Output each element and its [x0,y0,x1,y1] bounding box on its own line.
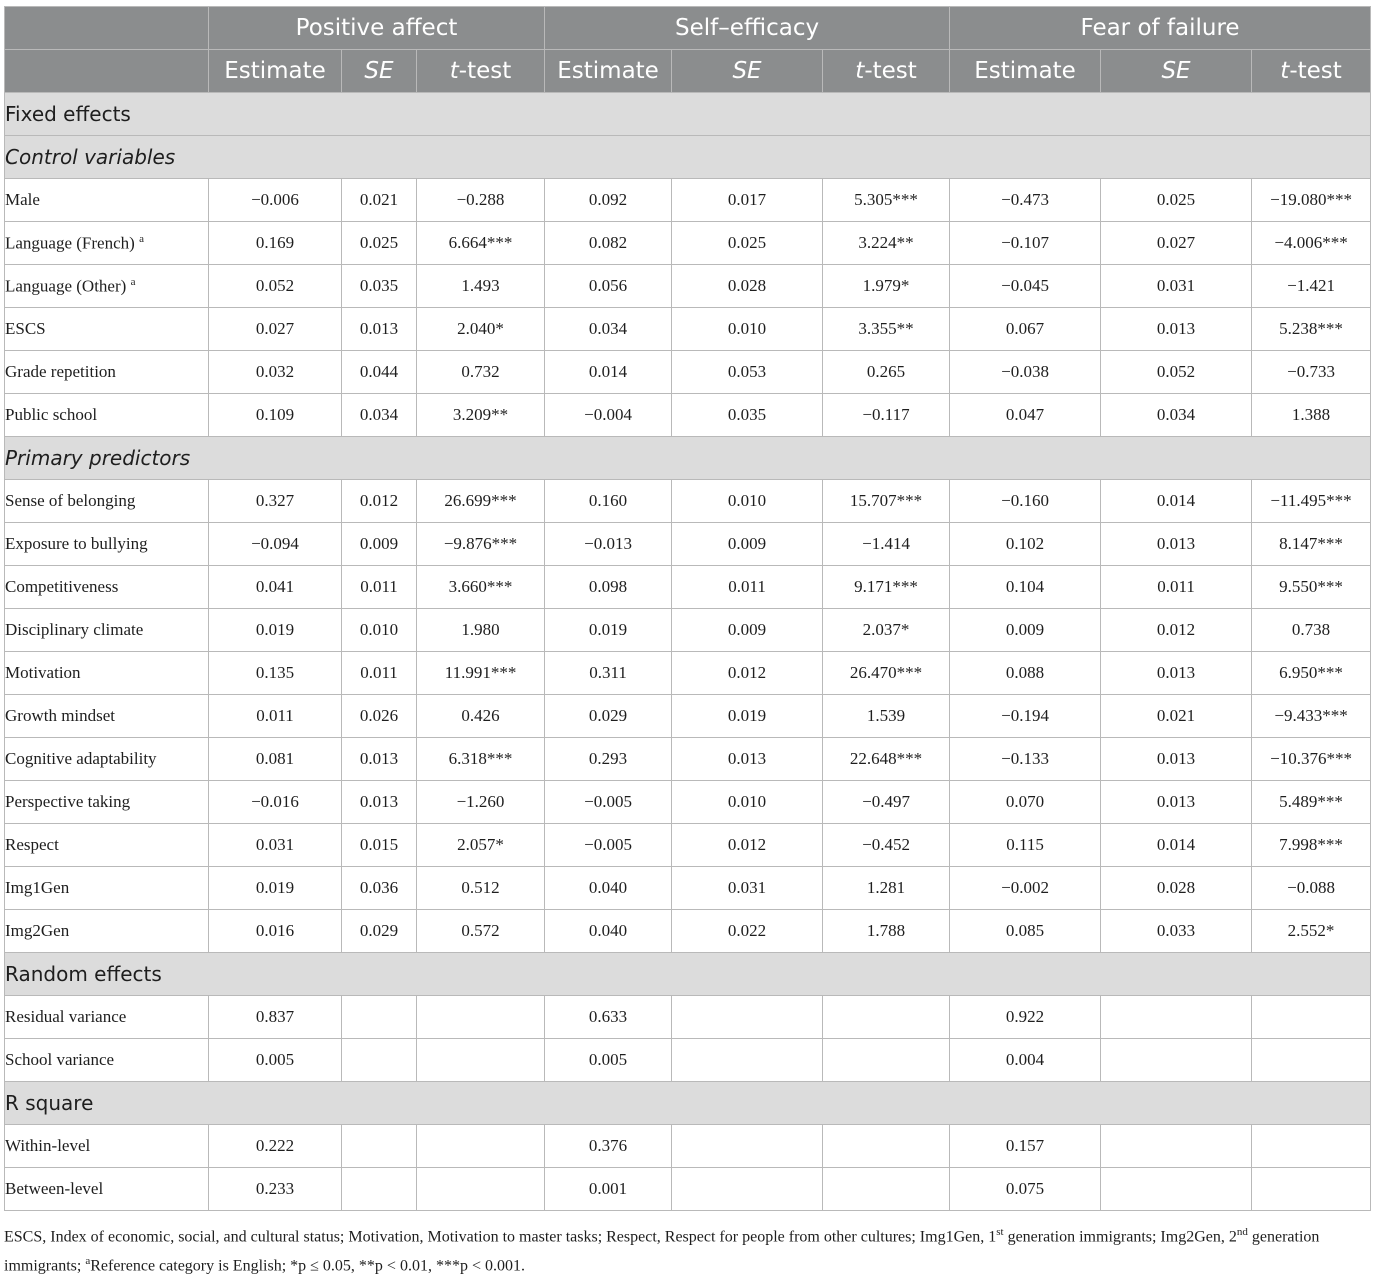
table-cell: 0.067 [950,308,1101,351]
table-cell [417,996,545,1039]
row-label-text: Language (Other) [5,276,127,296]
table-cell: −0.733 [1252,351,1371,394]
table-cell: 2.057* [417,824,545,867]
table-body [5,93,1371,1211]
table-cell: 0.036 [342,867,417,910]
table-cell: 0.013 [1101,738,1252,781]
table-row [5,566,1371,609]
row-label [5,566,209,609]
ttest-t: t [1280,58,1290,84]
table-cell: 6.664*** [417,222,545,265]
table-cell: 0.572 [417,910,545,953]
table-cell: 0.169 [209,222,342,265]
table-row [5,609,1371,652]
col-header-ttest-fear-of-failure [1252,50,1371,93]
table-cell [823,996,950,1039]
row-label-text: Respect [5,835,59,854]
table-row [5,265,1371,308]
row-label [5,1125,209,1168]
table-cell: 0.021 [1101,695,1252,738]
table-cell: −19.080*** [1252,179,1371,222]
table-cell [1101,1125,1252,1168]
table-cell: −0.288 [417,179,545,222]
table-cell: 0.005 [209,1039,342,1082]
table-cell: −0.133 [950,738,1101,781]
table-cell: 0.052 [209,265,342,308]
table-cell: 2.552* [1252,910,1371,953]
table-cell: 0.160 [545,480,672,523]
table-cell: 0.040 [545,867,672,910]
row-label-text: Growth mindset [5,706,116,725]
col-header-estimate-fear-of-failure: Estimate [950,50,1101,93]
table-cell [417,1039,545,1082]
row-label-text: Language (French) [5,233,135,253]
table-cell: 0.157 [950,1125,1101,1168]
table-cell: 0.102 [950,523,1101,566]
table-cell [823,1039,950,1082]
table-cell: 0.115 [950,824,1101,867]
table-cell: 0.041 [209,566,342,609]
table-cell: 0.088 [950,652,1101,695]
table-cell: −0.045 [950,265,1101,308]
table-cell: −0.194 [950,695,1101,738]
table-cell: 0.025 [1101,179,1252,222]
table-cell: 2.037* [823,609,950,652]
table-cell [1252,1125,1371,1168]
table-cell: 0.293 [545,738,672,781]
table-cell: 3.355** [823,308,950,351]
table-cell: 0.732 [417,351,545,394]
table-cell: 0.044 [342,351,417,394]
table-cell: −1.260 [417,781,545,824]
table-row [5,652,1371,695]
table-cell: 0.010 [672,781,823,824]
group-header-fear-of-failure: Fear of failure [950,7,1371,50]
table-cell: −0.004 [545,394,672,437]
table-cell: 6.318*** [417,738,545,781]
table-cell [1101,996,1252,1039]
table-cell: 0.005 [545,1039,672,1082]
table-cell: 0.327 [209,480,342,523]
section-title: Fixed effects [5,93,1371,136]
table-cell: 0.135 [209,652,342,695]
ttest-rest: -test [458,58,512,84]
table-cell: 0.082 [545,222,672,265]
table-cell: 1.493 [417,265,545,308]
table-cell: 1.539 [823,695,950,738]
table-row [5,480,1371,523]
table-cell: −0.452 [823,824,950,867]
footnote-marker: a [130,275,136,288]
table-cell [1252,996,1371,1039]
row-label [5,652,209,695]
table-cell: 0.092 [545,179,672,222]
row-label-text: Within-level [5,1136,91,1155]
table-cell [823,1168,950,1211]
row-label [5,824,209,867]
table-cell: 26.699*** [417,480,545,523]
row-label [5,867,209,910]
table-cell [1101,1168,1252,1211]
table-cell: −0.117 [823,394,950,437]
table-cell: 0.021 [342,179,417,222]
row-label [5,308,209,351]
table-cell: −0.497 [823,781,950,824]
table-cell: −0.016 [209,781,342,824]
table-cell: 0.376 [545,1125,672,1168]
group-header-positive-affect: Positive affect [209,7,545,50]
table-row [5,351,1371,394]
col-header-estimate-positive-affect: Estimate [209,50,342,93]
row-label [5,695,209,738]
table-cell: 0.222 [209,1125,342,1168]
row-label [5,738,209,781]
section-title: R square [5,1082,1371,1125]
table-cell: 1.980 [417,609,545,652]
table-cell: 7.998*** [1252,824,1371,867]
table-cell: 0.019 [672,695,823,738]
table-cell: 0.022 [672,910,823,953]
table-cell: −9.433*** [1252,695,1371,738]
table-cell: 0.009 [672,523,823,566]
table-cell: 0.014 [1101,480,1252,523]
regression-table [4,6,1371,1211]
table-cell: 0.031 [672,867,823,910]
table-cell: 0.012 [342,480,417,523]
table-cell: 0.034 [342,394,417,437]
col-header-ttest-self-efficacy [823,50,950,93]
table-row [5,781,1371,824]
table-cell: −0.006 [209,179,342,222]
table-cell: 0.019 [209,867,342,910]
row-label [5,609,209,652]
table-cell: 0.012 [1101,609,1252,652]
ttest-rest: -test [864,58,917,84]
table-cell: 0.512 [417,867,545,910]
table-row [5,523,1371,566]
table-cell: 1.788 [823,910,950,953]
table-cell: 0.010 [342,609,417,652]
table-cell: 0.013 [1101,652,1252,695]
table-cell: 5.305*** [823,179,950,222]
table-cell: 22.648*** [823,738,950,781]
table-cell: 0.085 [950,910,1101,953]
table-cell: 11.991*** [417,652,545,695]
table-cell: 0.029 [545,695,672,738]
group-header-self-efficacy: Self–efficacy [545,7,950,50]
row-label-text: Img1Gen [5,878,70,897]
table-cell: 0.019 [209,609,342,652]
table-cell: 0.013 [672,738,823,781]
table-row [5,222,1371,265]
table-cell: 0.053 [672,351,823,394]
table-cell: 0.013 [342,781,417,824]
table-cell [342,1168,417,1211]
row-label-text: Competitiveness [5,577,119,596]
table-cell: 9.550*** [1252,566,1371,609]
group-header-row [5,7,1371,50]
table-cell: 0.426 [417,695,545,738]
table-cell: 0.052 [1101,351,1252,394]
corner-cell [5,50,209,93]
table-row [5,824,1371,867]
table-cell: 26.470*** [823,652,950,695]
table-cell: −0.160 [950,480,1101,523]
table-cell: 0.011 [342,566,417,609]
table-cell: 0.035 [672,394,823,437]
section-row [5,136,1371,179]
table-cell: 0.016 [209,910,342,953]
row-label [5,394,209,437]
row-label-text: Male [5,190,40,209]
table-footnote: ESCS, Index of economic, social, and cultural status; Motivation, Motivation to master tasks; Respect, Respect for people from other cultures; Img1Gen, 1st generation immigrants; Img2Gen, 2nd generation immigrants; $^a$Reference category is English; *p ≤ 0.05, **p < 0.01, ***p < 0.001. [4,1226,1320,1275]
corner-cell [5,7,209,50]
table-cell: 0.019 [545,609,672,652]
table-cell [823,1125,950,1168]
row-label-text: Disciplinary climate [5,620,144,639]
table-cell: 0.233 [209,1168,342,1211]
table-row [5,910,1371,953]
table-cell: 0.025 [672,222,823,265]
table-cell: 0.837 [209,996,342,1039]
row-label [5,1039,209,1082]
row-label-text: Exposure to bullying [5,534,148,553]
table-cell: 0.001 [545,1168,672,1211]
table-cell: −10.376*** [1252,738,1371,781]
table-cell: 0.027 [1101,222,1252,265]
table-row [5,738,1371,781]
table-cell [672,1168,823,1211]
row-label [5,910,209,953]
row-label-text: Sense of belonging [5,491,136,510]
table-cell: −0.013 [545,523,672,566]
table-cell: 0.017 [672,179,823,222]
table-cell: −4.006*** [1252,222,1371,265]
table-cell: 0.013 [342,308,417,351]
table-cell: 0.034 [1101,394,1252,437]
table-cell: 0.035 [342,265,417,308]
table-cell: 8.147*** [1252,523,1371,566]
table-cell [672,1125,823,1168]
table-cell: 1.281 [823,867,950,910]
table-cell: 15.707*** [823,480,950,523]
col-header-se-self-efficacy: SE [672,50,823,93]
table-cell: 3.209** [417,394,545,437]
table-cell: 0.633 [545,996,672,1039]
table-row [5,1039,1371,1082]
table-row [5,867,1371,910]
table-cell: 0.009 [342,523,417,566]
table-row [5,308,1371,351]
table-row [5,179,1371,222]
row-label [5,996,209,1039]
table-cell: −11.495*** [1252,480,1371,523]
table-cell: 0.070 [950,781,1101,824]
table-cell: 0.047 [950,394,1101,437]
table-cell: 0.028 [1101,867,1252,910]
table-cell: 0.011 [342,652,417,695]
table-row [5,996,1371,1039]
table-row [5,695,1371,738]
table-cell: 0.738 [1252,609,1371,652]
table-cell: 0.009 [672,609,823,652]
table-cell [1252,1168,1371,1211]
row-label [5,222,209,265]
table-cell: 0.033 [1101,910,1252,953]
table-cell: 0.013 [1101,308,1252,351]
table-cell: 3.660*** [417,566,545,609]
table-cell: 0.025 [342,222,417,265]
table-cell: 0.011 [1101,566,1252,609]
table-cell: 0.027 [209,308,342,351]
table-cell: −1.414 [823,523,950,566]
ttest-t: t [449,58,459,84]
table-cell: 0.098 [545,566,672,609]
row-label-text: Public school [5,405,98,424]
table-cell: 0.011 [209,695,342,738]
table-row [5,1168,1371,1211]
table-cell: −0.094 [209,523,342,566]
col-header-se-fear-of-failure: SE [1101,50,1252,93]
table-cell: −0.002 [950,867,1101,910]
table-cell: −0.038 [950,351,1101,394]
table-cell: 0.009 [950,609,1101,652]
row-label [5,179,209,222]
table-cell: 0.026 [342,695,417,738]
section-row [5,953,1371,996]
table-cell: 0.031 [209,824,342,867]
table-cell [672,1039,823,1082]
row-label-text: Perspective taking [5,792,131,811]
table-cell: 0.013 [1101,523,1252,566]
section-row [5,93,1371,136]
table-cell: 0.031 [1101,265,1252,308]
table-cell [342,1039,417,1082]
section-title: Control variables [5,136,1371,179]
table-cell: −0.088 [1252,867,1371,910]
table-cell: 0.081 [209,738,342,781]
table-cell: 0.012 [672,652,823,695]
table-cell: 1.388 [1252,394,1371,437]
table-cell [672,996,823,1039]
column-header-row [5,50,1371,93]
table-cell: 0.014 [545,351,672,394]
table-cell [1252,1039,1371,1082]
row-label-text: Between-level [5,1179,104,1198]
table-cell: −0.005 [545,824,672,867]
table-cell: 0.015 [342,824,417,867]
row-label-text: Cognitive adaptability [5,749,157,768]
table-cell: 0.040 [545,910,672,953]
table-cell: 5.489*** [1252,781,1371,824]
table-cell [342,1125,417,1168]
table-cell: 0.056 [545,265,672,308]
table-row [5,1125,1371,1168]
table-cell: 0.075 [950,1168,1101,1211]
row-label-text: School variance [5,1050,115,1069]
table-cell [417,1125,545,1168]
table-cell [342,996,417,1039]
table-cell: 0.029 [342,910,417,953]
table-cell: −0.473 [950,179,1101,222]
table-cell: 0.004 [950,1039,1101,1082]
col-header-se-positive-affect: SE [342,50,417,93]
row-label-text: Img2Gen [5,921,70,940]
row-label [5,781,209,824]
row-label-text: Residual variance [5,1007,127,1026]
table-cell: 0.109 [209,394,342,437]
col-header-ttest-positive-affect [417,50,545,93]
table-cell: 0.011 [672,566,823,609]
row-label [5,1168,209,1211]
table-cell: 0.013 [1101,781,1252,824]
table-cell: 0.012 [672,824,823,867]
table-cell: 0.265 [823,351,950,394]
table-cell: 0.032 [209,351,342,394]
table-cell: 0.028 [672,265,823,308]
table-row [5,394,1371,437]
ttest-t: t [855,58,865,84]
table-cell: 0.311 [545,652,672,695]
table-cell: −0.005 [545,781,672,824]
table-cell [417,1168,545,1211]
section-title: Primary predictors [5,437,1371,480]
section-row [5,1082,1371,1125]
table-cell: 0.014 [1101,824,1252,867]
table-cell: 2.040* [417,308,545,351]
table-cell: −9.876*** [417,523,545,566]
table-cell: 0.922 [950,996,1101,1039]
section-title: Random effects [5,953,1371,996]
footnote-marker: a [139,232,144,245]
row-label [5,523,209,566]
table-cell: 0.010 [672,480,823,523]
row-label-text: Motivation [5,663,81,682]
table-cell: 0.034 [545,308,672,351]
table-cell: 5.238*** [1252,308,1371,351]
table-cell: 1.979* [823,265,950,308]
ttest-rest: -test [1289,58,1342,84]
row-label [5,351,209,394]
table-cell: −0.107 [950,222,1101,265]
table-cell: 3.224** [823,222,950,265]
table-cell: −1.421 [1252,265,1371,308]
table-cell: 0.010 [672,308,823,351]
col-header-estimate-self-efficacy: Estimate [545,50,672,93]
row-label [5,265,209,308]
table-cell: 0.013 [342,738,417,781]
row-label-text: ESCS [5,319,46,338]
section-row [5,437,1371,480]
table-cell: 6.950*** [1252,652,1371,695]
table-cell: 0.104 [950,566,1101,609]
table-cell: 9.171*** [823,566,950,609]
table-cell [1101,1039,1252,1082]
row-label [5,480,209,523]
row-label-text: Grade repetition [5,362,116,381]
